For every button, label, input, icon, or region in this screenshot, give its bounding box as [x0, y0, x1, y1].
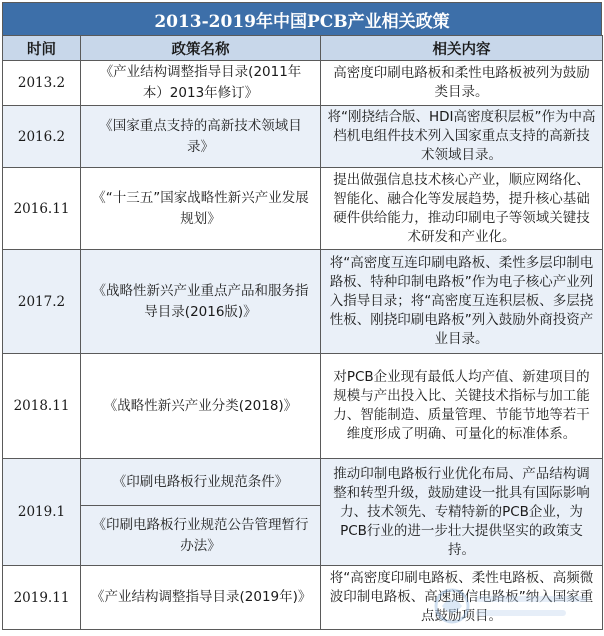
- row-time: 2019.11: [3, 566, 81, 630]
- row-policy: 《战略性新兴产业分类(2018)》: [81, 354, 321, 459]
- table-header-row: [3, 36, 603, 61]
- header-content: 相关内容: [321, 36, 603, 61]
- policy-table: [2, 35, 603, 630]
- table-row: [3, 250, 603, 354]
- row-time: 2016.2: [3, 106, 81, 168]
- row-content: 提出做强信息技术核心产业，顺应网络化、智能化、融合化等发展趋势，提升核心基础硬件供给能力，推动印刷电子等领域关键技术研发和产业化。: [321, 168, 603, 250]
- table-row: [3, 566, 603, 630]
- row-time: 2019.1: [3, 459, 81, 566]
- row-policy: 《产业结构调整指导目录(2011年本）2013年修订》: [81, 61, 321, 106]
- row-content: 将“高密度印刷电路板、柔性电路板、高频微波印制电路板、高速通信电路板”纳入国家重点鼓励项目。: [321, 566, 603, 630]
- row-policy: 《印刷电路板行业规范条件》: [81, 459, 321, 506]
- table-row: [3, 106, 603, 168]
- row-policy: 《产业结构调整指导目录(2019年)》: [81, 566, 321, 630]
- row-content: 将“高密度互连印刷电路板、柔性多层印制电路板、特种印制电路板”作为电子核心产业列入指导目录；将“高密度互连积层板、多层挠性板、刚挠印刷电路板”列入鼓励外商投资产业目录。: [321, 250, 603, 354]
- row-content: 将“刚挠结合版、HDI高密度积层板”作为中高档机电组件技术列入国家重点支持的高新技术领域目录。: [321, 106, 603, 168]
- row-time: 2018.11: [3, 354, 81, 459]
- header-policy: 政策名称: [81, 36, 321, 61]
- table-row: [3, 459, 603, 506]
- table-row: [3, 354, 603, 459]
- row-content: 对PCB企业现有最低人均产值、新建项目的规模与产出投入比、关键技术指标与加工能力、智能制造、质量管理、节能节地等若干维度形成了明确、可量化的标准体系。: [321, 354, 603, 459]
- row-policy: 《“十三五”国家战略性新兴产业发展规划》: [81, 168, 321, 250]
- table-row: [3, 168, 603, 250]
- table-row: [3, 61, 603, 106]
- row-content: 推动印制电路板行业优化布局、产品结构调整和转型升级，鼓励建设一批具有国际影响力、技术领先、专精特新的PCB企业，为PCB行业的进一步壮大提供坚实的政策支持。: [321, 459, 603, 566]
- policy-table-container: [2, 2, 602, 630]
- row-time: 2013.2: [3, 61, 81, 106]
- table-title: 2013-2019年中国PCB产业相关政策: [2, 2, 602, 35]
- header-time: 时间: [3, 36, 81, 61]
- row-time: 2017.2: [3, 250, 81, 354]
- row-policy: 《国家重点支持的高新技术领域目录》: [81, 106, 321, 168]
- row-policy: 《战略性新兴产业重点产品和服务指导目录(2016版)》: [81, 250, 321, 354]
- row-content: 高密度印刷电路板和柔性电路板被列为鼓励类目录。: [321, 61, 603, 106]
- row-time: 2016.11: [3, 168, 81, 250]
- row-policy-secondary: 《印刷电路板行业规范公告管理暂行办法》: [81, 506, 321, 566]
